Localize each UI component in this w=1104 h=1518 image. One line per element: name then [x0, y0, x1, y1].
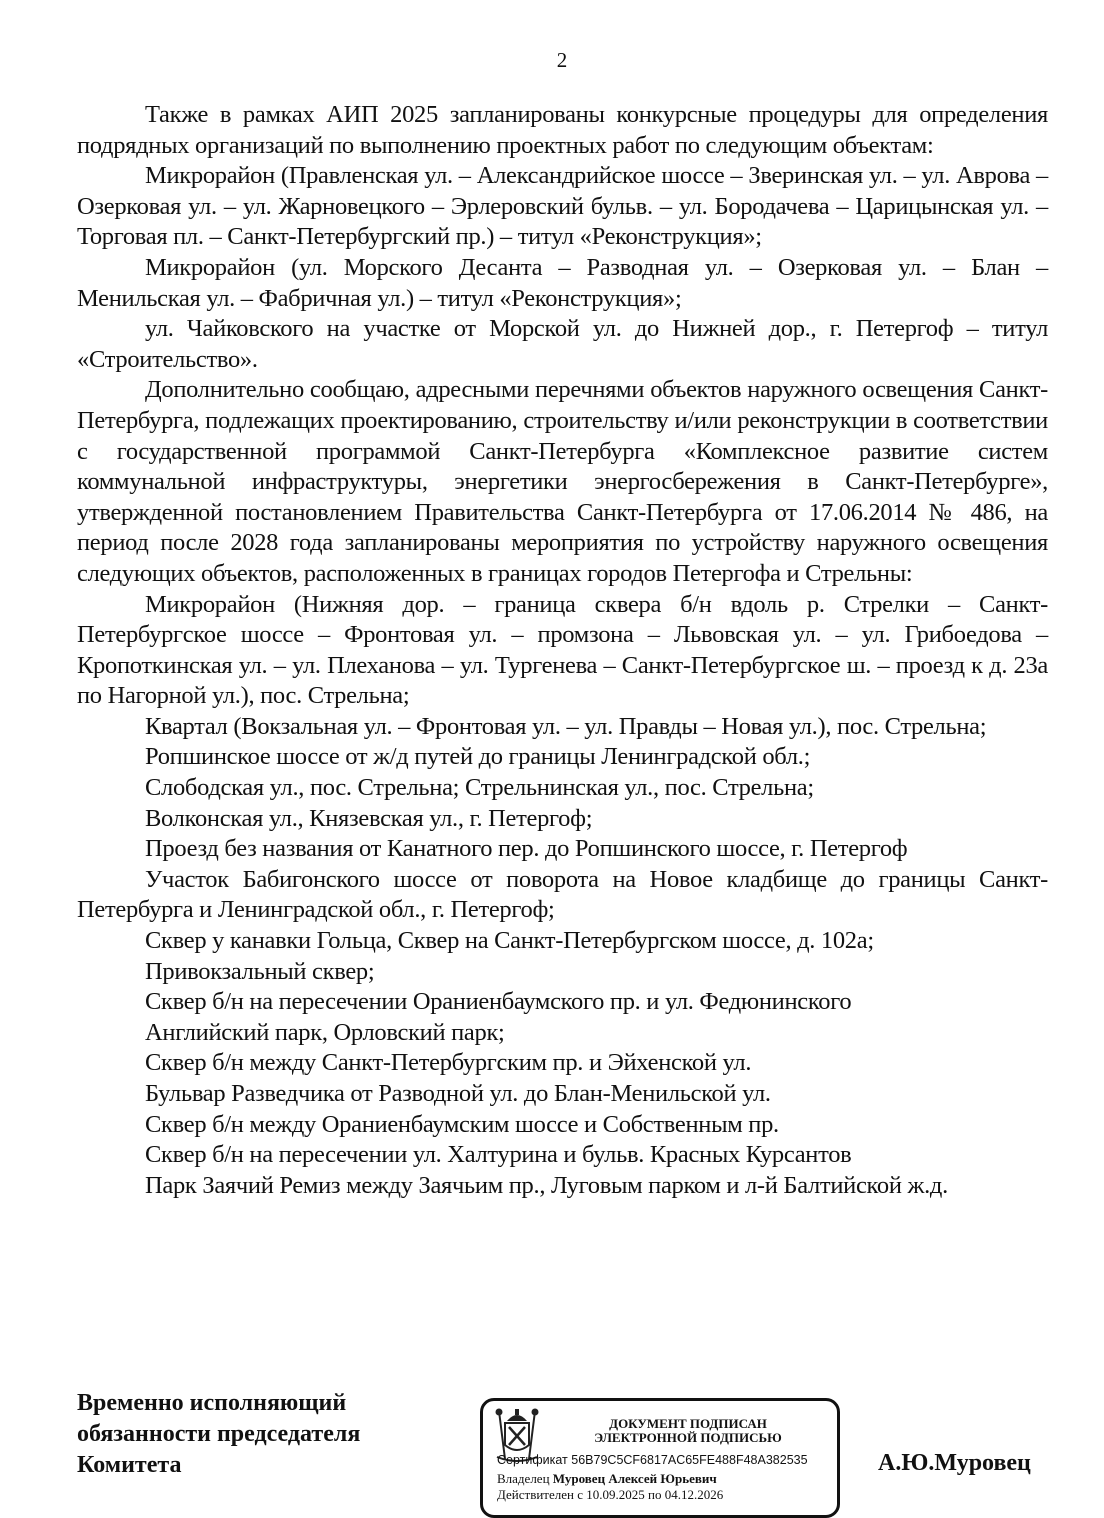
stamp-owner	[497, 1471, 717, 1487]
paragraph: Сквер б/н на пересечении ул. Халтурина и бульв. Красных Курсантов	[145, 1141, 852, 1169]
signer-position-line: обязанности председателя	[77, 1421, 361, 1447]
paragraph: Волконская ул., Князевская ул., г. Петергоф;	[145, 804, 593, 832]
signer-position	[77, 1388, 360, 1481]
paragraph: Сквер б/н на пересечении Ораниенбаумского пр. и ул. Федюнинского	[145, 988, 852, 1016]
electronic-signature-stamp	[480, 1398, 840, 1518]
paragraph: Квартал (Вокзальная ул. – Фронтовая ул. – ул. Правды – Новая ул.), пос. Стрельна;	[145, 712, 987, 740]
paragraph: Сквер б/н между Санкт-Петербургским пр. и Эйхенской ул.	[145, 1049, 752, 1077]
paragraph: Слободская ул., пос. Стрельна; Стрельнинская ул., пос. Стрельна;	[145, 774, 814, 802]
page-number: 2	[556, 48, 568, 72]
paragraph: Дополнительно сообщаю, адресными перечнями объектов наружного освещения Санкт-Петербурга, подлежащих проектированию, строительству и/или реконструкции в соответствии с государственной программой Санкт-Петербурга «Комплексное развитие систем коммунальной инфраструктуры, энергетики энергосбережения в Санкт-Петербурге», утвержденной постановлением Правительства Санкт-Петербурга от 17.06.2014 № 486, на период после 2028 года запланированы мероприятия по устройству наружного освещения следующих объектов, расположенных в границах городов Петергофа и Стрельны:	[77, 376, 1048, 587]
owner-label: Владелец	[497, 1471, 550, 1486]
paragraph: Микрорайон (Нижняя дор. – граница сквера б/н вдоль р. Стрелки – Санкт-Петербургское шоссе – Фронтовая ул. – промзона – Львовская ул. – ул. Грибоедова – Кропоткинская ул. – ул. Плеханова – ул. Тургенева – Санкт-Петербургское ш. – проезд к д. 23а по Нагорной ул.), пос. Стрельна;	[77, 590, 1048, 710]
paragraph: ул. Чайковского на участке от Морской ул. до Нижней дор., г. Петергоф – титул «Строительство».	[77, 315, 1048, 373]
paragraph: Английский парк, Орловский парк;	[145, 1018, 505, 1046]
paragraph: Также в рамках АИП 2025 запланированы конкурсные процедуры для определения подрядных организаций по выполнению проектных работ по следующим объектам:	[77, 101, 1048, 159]
paragraph: Проезд без названия от Канатного пер. до Ропшинского шоссе, г. Петергоф	[145, 835, 908, 863]
certificate-value: 56B79C5CF6817AC65FE488F48A382535	[571, 1453, 808, 1467]
paragraph: Ропшинское шоссе от ж/д путей до границы Ленинградской обл.;	[145, 743, 811, 771]
stamp-heading	[563, 1417, 813, 1445]
signer-position-line: Временно исполняющий	[77, 1390, 347, 1416]
stamp-heading-line: ДОКУМЕНТ ПОДПИСАН	[609, 1416, 767, 1431]
paragraph: Участок Бабигонского шоссе от поворота на Новое кладбище до границы Санкт-Петербурга и Ленинградской обл., г. Петергоф;	[77, 865, 1048, 924]
paragraph: Бульвар Разведчика от Разводной ул. до Блан-Менильской ул.	[145, 1080, 771, 1107]
paragraph: Микрорайон (Правленская ул. – Александрийское шоссе – Зверинская ул. – ул. Аврова – Озерковая ул. – ул. Жарновецкого – Эрлеровский бульв. – ул. Бородачева – Царицынская ул. – Торговая пл. – Санкт-Петербургский пр.) – титул «Реконструкция»;	[77, 162, 1048, 251]
owner-value: Муровец Алексей Юрьевич	[552, 1471, 717, 1486]
stamp-heading-line: ЭЛЕКТРОННОЙ ПОДПИСЬЮ	[594, 1430, 782, 1445]
paragraph: Привокзальный сквер;	[145, 957, 375, 985]
signer-name: А.Ю.Муровец	[878, 1450, 1031, 1476]
certificate-label: Сертификат	[497, 1453, 568, 1467]
stamp-validity: Действителен с 10.09.2025 по 04.12.2026	[497, 1487, 724, 1502]
paragraph: Сквер у канавки Гольца, Сквер на Санкт-Петербургском шоссе, д. 102а;	[145, 927, 874, 955]
signer-position-line: Комитета	[77, 1452, 182, 1478]
paragraph: Сквер б/н между Ораниенбаумским шоссе и Собственным пр.	[145, 1110, 779, 1138]
paragraph: Микрорайон (ул. Морского Десанта – Разводная ул. – Озерковая ул. – Блан – Менильская ул. – Фабричная ул.) – титул «Реконструкция»;	[77, 253, 1048, 312]
paragraph: Парк Заячий Ремиз между Заячьим пр., Луговым парком и л-й Балтийской ж.д.	[145, 1171, 948, 1199]
letter-body	[77, 100, 1048, 1201]
stamp-certificate	[497, 1453, 808, 1467]
